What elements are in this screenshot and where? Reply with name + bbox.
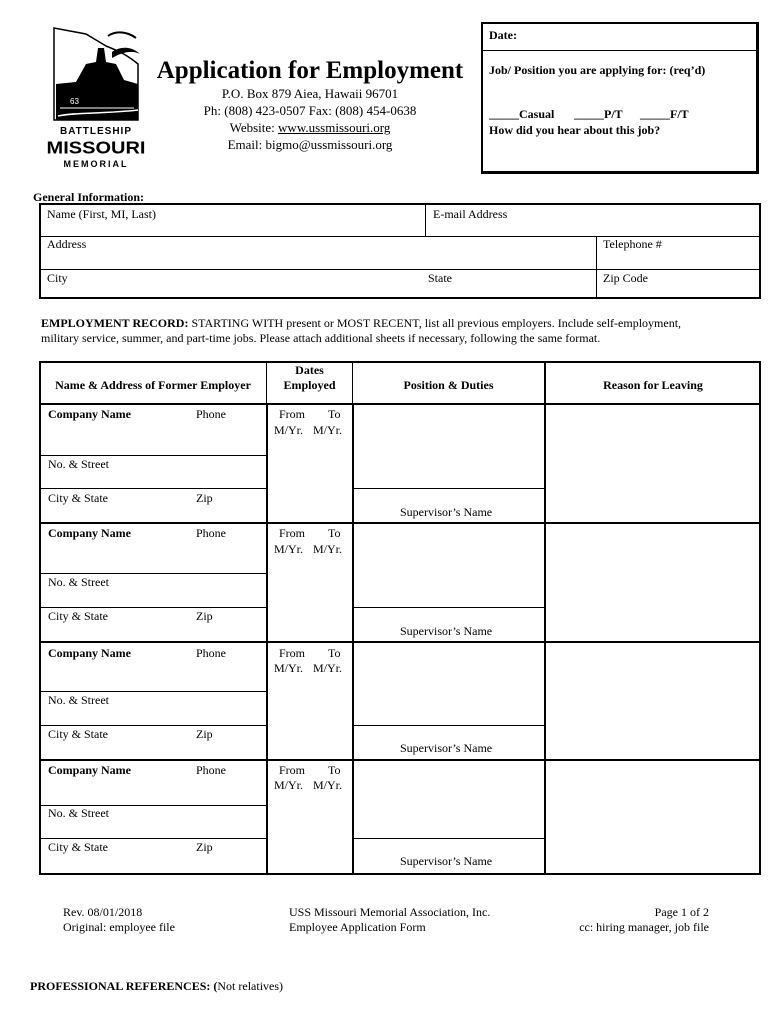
- street-field[interactable]: No. & Street: [48, 693, 109, 707]
- company-name-field[interactable]: Company Name: [48, 763, 131, 777]
- street-field[interactable]: No. & Street: [48, 806, 109, 820]
- battleship-missouri-logo: [46, 24, 146, 170]
- supervisor-field[interactable]: Supervisor’s Name: [400, 624, 493, 638]
- from-myr: M/Yr.: [274, 542, 304, 556]
- col-reason-header: Reason for Leaving: [603, 378, 703, 392]
- footer-page-number: Page 1 of 2: [654, 905, 709, 919]
- footer-cc: cc: hiring manager, job file: [579, 920, 709, 934]
- phone-field[interactable]: Phone: [196, 763, 226, 777]
- street-field[interactable]: No. & Street: [48, 575, 109, 589]
- to-field[interactable]: To: [328, 526, 341, 540]
- part-time-option[interactable]: _____P/T: [574, 107, 623, 121]
- website-label: Website:: [229, 120, 279, 135]
- org-phone-fax: Ph: (808) 423-0507 Fax: (808) 454-0638: [203, 103, 417, 118]
- name-field[interactable]: Name (First, MI, Last): [47, 207, 156, 221]
- state-field[interactable]: State: [428, 271, 452, 285]
- phone-field[interactable]: Phone: [196, 526, 226, 540]
- to-myr: M/Yr.: [313, 778, 343, 792]
- col-dates-header-line1: Dates: [295, 363, 324, 377]
- org-email: Email: bigmo@ussmissouri.org: [227, 137, 393, 152]
- to-field[interactable]: To: [328, 407, 341, 421]
- to-myr: M/Yr.: [313, 661, 343, 675]
- address-field[interactable]: Address: [47, 237, 87, 251]
- city-state-field[interactable]: City & State: [48, 609, 108, 623]
- supervisor-field[interactable]: Supervisor’s Name: [400, 741, 493, 755]
- from-myr: M/Yr.: [274, 778, 304, 792]
- svg-text:63: 63: [70, 97, 79, 106]
- footer-original: Original: employee file: [63, 920, 175, 934]
- company-name-field[interactable]: Company Name: [48, 526, 131, 540]
- zip-field[interactable]: Zip: [196, 609, 213, 623]
- from-field[interactable]: From: [279, 646, 306, 660]
- org-address: P.O. Box 879 Aiea, Hawaii 96701: [221, 86, 399, 101]
- to-myr: M/Yr.: [313, 423, 343, 437]
- from-field[interactable]: From: [279, 526, 306, 540]
- from-myr: M/Yr.: [274, 423, 304, 437]
- col-employer-header: Name & Address of Former Employer: [55, 378, 251, 392]
- employment-record-heading: EMPLOYMENT RECORD:: [41, 316, 189, 330]
- col-dates-header-line2: Employed: [283, 378, 336, 392]
- supervisor-field[interactable]: Supervisor’s Name: [400, 505, 493, 519]
- to-field[interactable]: To: [328, 763, 341, 777]
- email-field[interactable]: E-mail Address: [433, 207, 508, 221]
- footer-rev: Rev. 08/01/2018: [63, 905, 143, 919]
- from-field[interactable]: From: [279, 407, 306, 421]
- zip-field[interactable]: Zip: [196, 840, 213, 854]
- date-label[interactable]: Date:: [489, 28, 517, 42]
- to-field[interactable]: To: [328, 646, 341, 660]
- phone-field[interactable]: Phone: [196, 407, 226, 421]
- job-box-divider: [482, 50, 758, 51]
- casual-option[interactable]: _____Casual: [489, 107, 555, 121]
- logo-line1: BATTLESHIP: [59, 126, 133, 137]
- city-state-field[interactable]: City & State: [48, 727, 108, 741]
- website-link[interactable]: www.ussmissouri.org: [278, 120, 391, 135]
- footer-org: USS Missouri Memorial Association, Inc.: [289, 905, 491, 919]
- full-time-option[interactable]: _____F/T: [640, 107, 689, 121]
- city-state-field[interactable]: City & State: [48, 491, 108, 505]
- phone-field[interactable]: Phone: [196, 646, 226, 660]
- col-position-header: Position & Duties: [403, 378, 494, 392]
- logo-line2: MISSOURI: [46, 138, 146, 158]
- job-position-box: [481, 22, 759, 174]
- professional-references-heading: PROFESSIONAL REFERENCES: (Not relatives): [30, 979, 284, 993]
- footer-form: Employee Application Form: [289, 920, 426, 934]
- city-field[interactable]: City: [47, 271, 68, 285]
- street-field[interactable]: No. & Street: [48, 457, 109, 471]
- hear-about-label[interactable]: How did you hear about this job?: [489, 123, 661, 137]
- from-field[interactable]: From: [279, 763, 306, 777]
- telephone-field[interactable]: Telephone #: [603, 237, 662, 251]
- position-label[interactable]: Job/ Position you are applying for: (req’d): [489, 63, 706, 77]
- zip-code-field[interactable]: Zip Code: [603, 271, 648, 285]
- employment-record-instructions: EMPLOYMENT RECORD: STARTING WITH present or MOST RECENT, list all previous employers. Include self-employment,: [41, 316, 682, 330]
- city-state-field[interactable]: City & State: [48, 840, 108, 854]
- page-title: Application for Employment: [156, 57, 464, 84]
- general-info-heading: General Information:: [33, 190, 144, 204]
- org-website-line: [150, 120, 470, 136]
- company-name-field[interactable]: Company Name: [48, 407, 131, 421]
- zip-field[interactable]: Zip: [196, 491, 213, 505]
- from-myr: M/Yr.: [274, 661, 304, 675]
- employment-table: [39, 361, 761, 875]
- company-name-field[interactable]: Company Name: [48, 646, 131, 660]
- supervisor-field[interactable]: Supervisor’s Name: [400, 854, 493, 868]
- employment-record-line2: military service, summer, and part-time jobs. Please attach additional sheets if necessary, following the same format.: [41, 331, 601, 345]
- to-myr: M/Yr.: [313, 542, 343, 556]
- logo-line3: MEMORIAL: [63, 159, 129, 169]
- zip-field[interactable]: Zip: [196, 727, 213, 741]
